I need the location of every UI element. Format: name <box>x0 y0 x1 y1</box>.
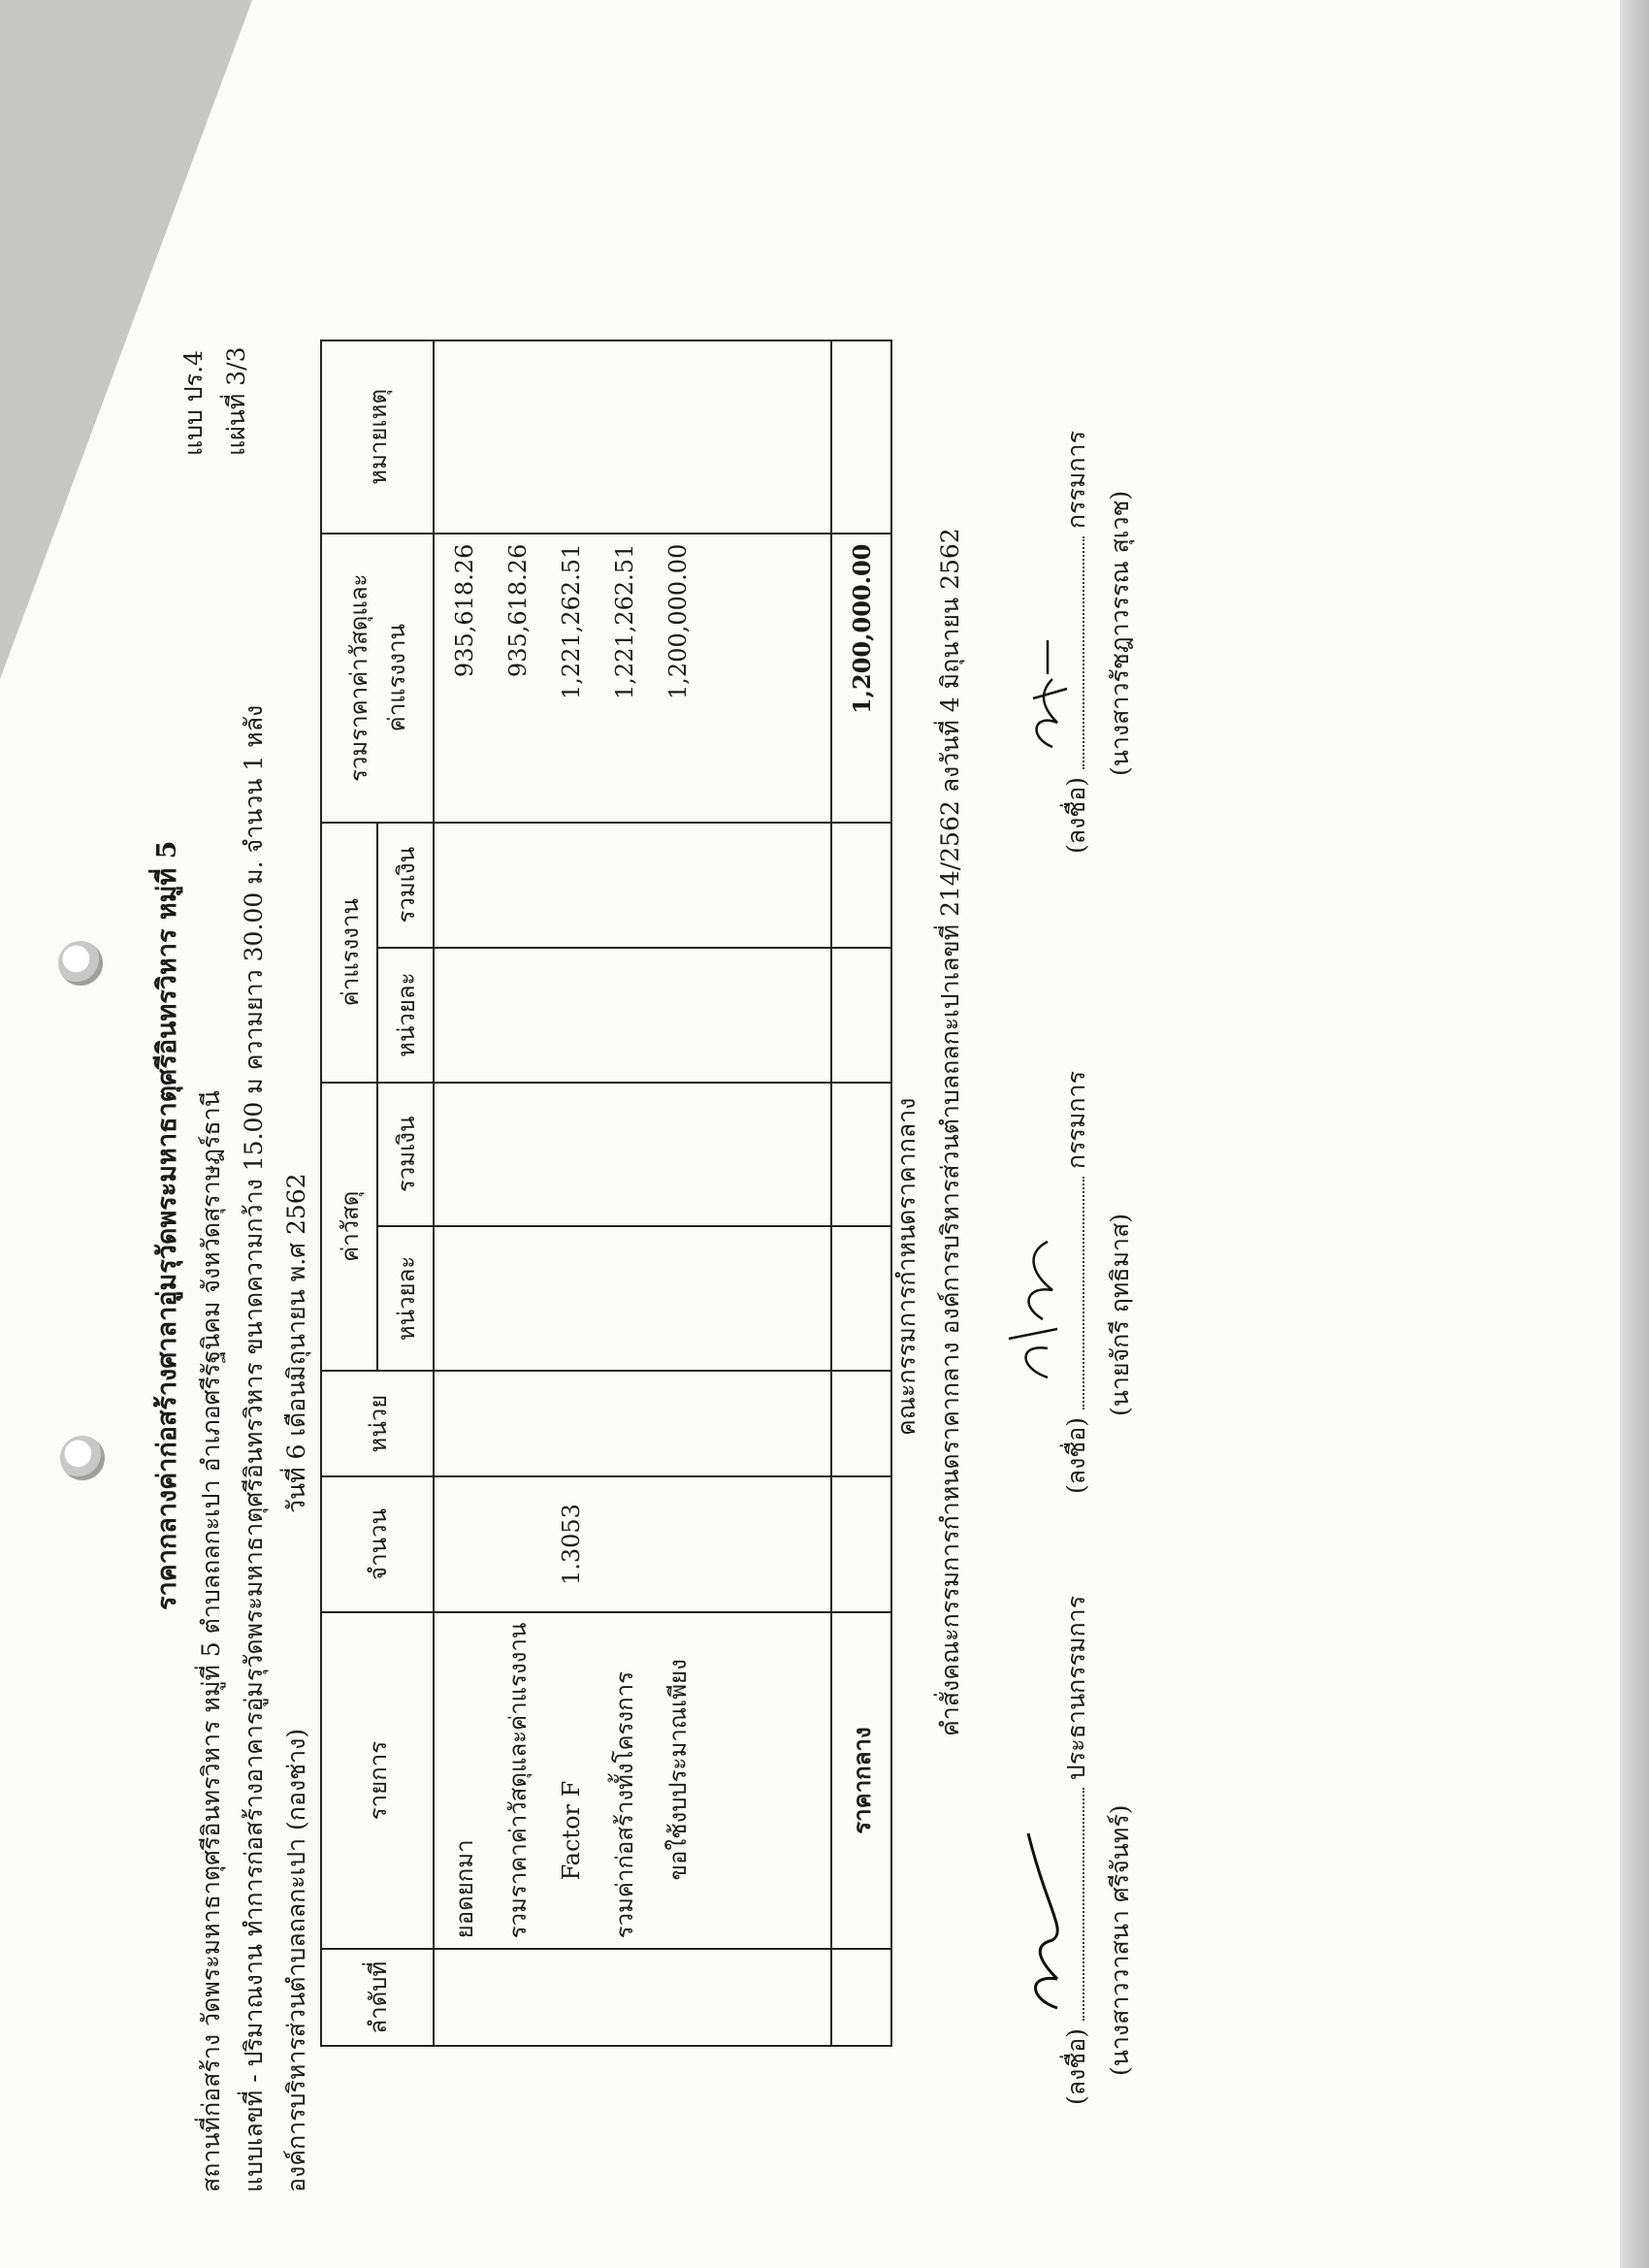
cell-material-unit-price <box>434 1226 831 1371</box>
handwritten-signature-chair <box>1009 1824 1077 2018</box>
header-unit: หน่วย <box>321 1371 434 1476</box>
total-row-l1 <box>831 948 891 1083</box>
construction-location: สถานที่ก่อสร้าง วัดพระมหาธาตุศรีอินทรวิหาร หมู่ที่ 5 ตำบลถลกะเปา อำเภอศรีรัฐนิคม จังหวัดสุราษฎร์ธานี <box>197 1090 225 2192</box>
total-value: 1,221,262.51 <box>558 543 585 699</box>
total-row-m1 <box>831 1226 891 1371</box>
punch-hole-icon <box>60 1436 105 1480</box>
header-labor-unit-price: หน่วยละ <box>377 948 434 1083</box>
form-code: แบบ ปร.4 <box>179 350 208 456</box>
header-qty: จำนวน <box>321 1476 434 1611</box>
qty-value <box>598 1487 652 1601</box>
total-row-value: 1,200,000.00 <box>831 534 891 823</box>
list-item: ขอใช้งบประมาณเพียง <box>664 1659 692 1881</box>
header-remark: หมายเหตุ <box>321 340 434 534</box>
total-row-no <box>831 1949 891 2046</box>
total-value: 1,221,262.51 <box>611 543 638 699</box>
plan-number: แบบเลขที่ - ปริมาณงาน ทำการก่อสร้างอาคารอู่มรุวัดพระมหาธาตุศรีอินทรวิหาร ขนาดความกว้าง 15.00 ม ความยาว 30.00 ม. จำนวน 1 หลัง <box>240 704 268 2192</box>
member-role: กรรมการ <box>1062 430 1090 530</box>
signature-line <box>1083 536 1084 769</box>
qty-value <box>652 1487 705 1601</box>
header-material-unit-price: หน่วยละ <box>377 1226 434 1371</box>
qty-value <box>492 1487 545 1601</box>
price-table <box>320 340 892 2047</box>
total-row-l2 <box>831 823 891 948</box>
sign-prefix: (ลงชื่อ) <box>1062 776 1090 854</box>
sheet-number: แผ่นที่ 3/3 <box>222 346 250 456</box>
handwritten-signature-member-2 <box>1009 611 1077 766</box>
header-no: ลำดับที่ <box>321 1949 434 2046</box>
committee-heading: คณะกรรมการกำหนดราคากลาง <box>892 1097 921 1436</box>
member-name: (นายจักรี ฤทธิมาส) <box>1106 1213 1134 1416</box>
table-row <box>434 340 831 2046</box>
total-row-label: ราคากลาง <box>831 1612 891 1950</box>
qty-value <box>438 1487 492 1601</box>
header-total: รวมราคาค่าวัสดุและค่าแรงงาน <box>321 534 434 823</box>
sign-prefix: (ลงชื่อ) <box>1062 1416 1090 1494</box>
list-item: รวมราคาค่าวัสดุและค่าแรงงาน <box>504 1622 532 1939</box>
signature-line <box>1083 1788 1084 2021</box>
member-role: กรรมการ <box>1062 1070 1090 1170</box>
document-title: ราคากลางค่าก่อสร้างศาลาอู่มรุวัดพระมหาธาตุศรีอินทรวิหาร หมู่ที่ 5 <box>152 840 182 1610</box>
agency-name: องค์การบริหารส่วนตำบลถลกะเปา (กองช่าง) <box>282 1728 310 2192</box>
member-role: ประธานกรรมการ <box>1062 1595 1090 1781</box>
cell-labor-amount <box>434 823 831 948</box>
cell-material-amount <box>434 1083 831 1226</box>
header-labor-amount: รวมเงิน <box>377 823 434 948</box>
header-labor: ค่าแรงงาน <box>321 823 377 1083</box>
rotated-document <box>152 194 1145 2192</box>
sign-prefix: (ลงชื่อ) <box>1062 2027 1090 2105</box>
member-name: (นางสาววาสนา ศรีจันทร์) <box>1106 1804 1134 2076</box>
header-material-amount: รวมเงิน <box>377 1083 434 1226</box>
total-row-remark <box>831 340 891 534</box>
header-item: รายการ <box>321 1612 434 1950</box>
total-value: 935,618.26 <box>504 543 532 678</box>
total-row-unit <box>831 1371 891 1476</box>
cell-labor-unit-price <box>434 948 831 1083</box>
signature-line <box>1083 1177 1084 1409</box>
qty-value: 1.3053 <box>558 1504 585 1586</box>
handwritten-signature-member-1 <box>989 1203 1077 1397</box>
cell-remark <box>434 340 831 534</box>
punch-hole-icon <box>58 941 103 986</box>
cell-no <box>434 1949 831 2046</box>
total-value: 935,618.26 <box>451 543 478 678</box>
cell-qty <box>434 1476 831 1611</box>
cell-unit <box>434 1371 831 1476</box>
member-name: (นางสาวรัชฎาวรรณ สุเวช) <box>1106 490 1134 776</box>
list-item: ยอดยกมา <box>451 1839 478 1939</box>
total-row-m2 <box>831 1083 891 1226</box>
list-item: Factor F <box>558 1780 585 1881</box>
document-date: วันที่ 6 เดือนมิถุนายน พ.ศ 2562 <box>282 1173 310 1513</box>
header-material: ค่าวัสดุ <box>321 1083 377 1371</box>
total-value: 1,200,000.00 <box>664 543 692 699</box>
list-item: รวมค่าก่อสร้างทั้งโครงการ <box>611 1670 638 1939</box>
cell-totals <box>434 534 831 823</box>
committee-order: คำสั่งคณะกรรมการกำหนดราคากลาง องค์การบริหารส่วนตำบลถลกะเปาเลขที่ 214/2562 ลงวันที่ 4 มิถุนายน 2562 <box>936 528 964 1736</box>
total-row-qty <box>831 1476 891 1611</box>
table-total-row <box>831 340 891 2046</box>
cell-items <box>434 1612 831 1950</box>
scan-edge <box>1620 0 1649 2268</box>
